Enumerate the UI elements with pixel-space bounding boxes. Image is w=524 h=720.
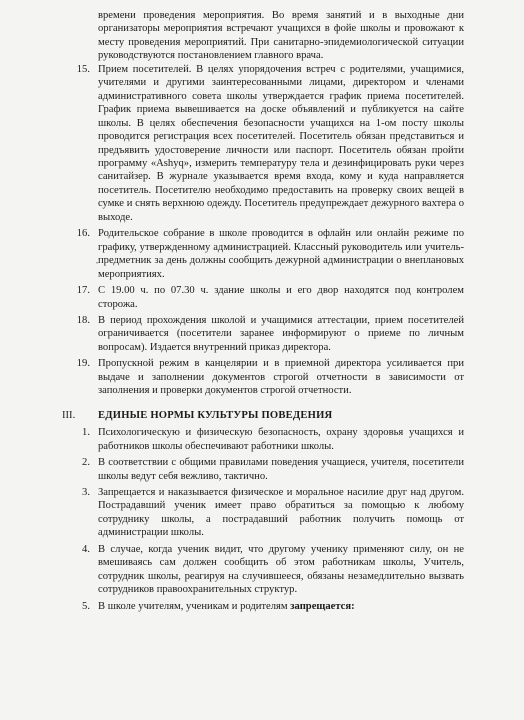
list-item-18 [62, 314, 464, 354]
item-number: 5. [82, 600, 90, 612]
item-text-bold: запрещается: [290, 600, 355, 612]
item-number: 16. [76, 228, 90, 240]
item-number: 15. [76, 63, 90, 75]
item-text: Запрещается и наказывается физическое и моральное насилие друг над другом. Пострадавший ученик имеет право обратиться за помощью к любому сотруднику школы, а пострадавший работник получить помощь от администрации школы. [98, 486, 464, 539]
item-text: Родительское собрание в школе проводится в офлайн или онлайн режиме по графику, утвержденному администрацией. Классный руководитель или учитель-предметник за день должны сообщить дежурной администрации о внеплановых мероприятиях. [98, 228, 464, 280]
item-number: 2. [82, 457, 90, 469]
item-text [98, 600, 464, 613]
item-number: 3. [82, 486, 90, 498]
section-items-list [62, 426, 464, 613]
section-item-5 [62, 600, 464, 613]
section-item-4 [62, 543, 464, 597]
list-item-17 [62, 284, 464, 311]
item-text: Психологическую и физическую безопасность, охрану здоровья учащихся и работников школы обеспечивают работники школы. [98, 427, 464, 452]
list-item-16 [62, 227, 464, 281]
section-heading [62, 409, 464, 422]
item-number: 4. [82, 543, 90, 555]
section-title: ЕДИНЫЕ НОРМЫ КУЛЬТУРЫ ПОВЕДЕНИЯ [98, 409, 333, 421]
list-item-19 [62, 357, 464, 397]
item-text: Прием посетителей. В целях упорядочения встреч с родителями, учащимися, учителями и другими заинтересованными лицами, директором и членами административного совета школы утверждается график приема посетителей. График приема вывешивается на доске объявлений и публикуется на сайте школы. В целях обеспечения безопасности учащихся на 1-ом посту школы проводится регистрация всех посетителей. Посетитель обязан представиться и предъявить удостоверение личности или паспорт. Посетитель обязан пройти программу «Ashyq», измерить температуру тела и дезинфицировать руки через санитайзер. В журнале указывается время входа, кому и куда направляется посетитель. Посетителю необходимо предоставить на проверку своих вещей в сумке и снять верхнюю одежду. Посетитель предупреждает дежурного вахтера о выходе. [98, 63, 464, 223]
items-list [62, 63, 464, 398]
section-number: III. [62, 409, 76, 421]
item-number: 1. [82, 427, 90, 439]
list-item-15 [62, 63, 464, 224]
item-text-lead: В школе учителям, ученикам и родителям [98, 600, 291, 612]
item-text: В соответствии с общими правилами поведения учащиеся, учителя, посетители школы ведут себя вежливо, тактично. [98, 457, 464, 482]
intro-paragraph: времени проведения мероприятия. Во время занятий и в выходные дни организаторы мероприятия встречают учащихся в фойе школы и провожают к месту проведения мероприятий. При санитарно-эпидемиологической ситуации руководствуются постановлением главного врача. [98, 10, 464, 62]
section-item-2 [62, 456, 464, 483]
item-text: Пропускной режим в канцелярии и в приемной директора усиливается при выдаче и заполнении документов строгой отчетности в зависимости от заполнения и проверки документов строгой отчетности. [98, 358, 464, 397]
item-number: 17. [76, 285, 90, 297]
item-text: В случае, когда ученик видит, что другому ученику применяют силу, он не вмешиваясь сам должен сообщить об этом работникам школы, Учитель, сотрудник школы, реагируя на случившееся, обязаны незамедлительно вызвать сотрудников правоохранительных структур. [98, 543, 464, 596]
item-text: В период прохождения школой и учащимися аттестации, прием посетителей ограничивается (посетители заранее информируют о приеме по личным вопросам). Издается внутренний приказ директора. [98, 314, 464, 353]
section-item-3 [62, 486, 464, 540]
item-number: 19. [76, 358, 90, 370]
item-text: С 19.00 ч. по 07.30 ч. здание школы и его двор находятся под контролем сторожа. [98, 285, 464, 310]
scan-speck-icon: • [96, 261, 99, 267]
section-item-1 [62, 426, 464, 453]
item-number: 18. [76, 314, 90, 326]
